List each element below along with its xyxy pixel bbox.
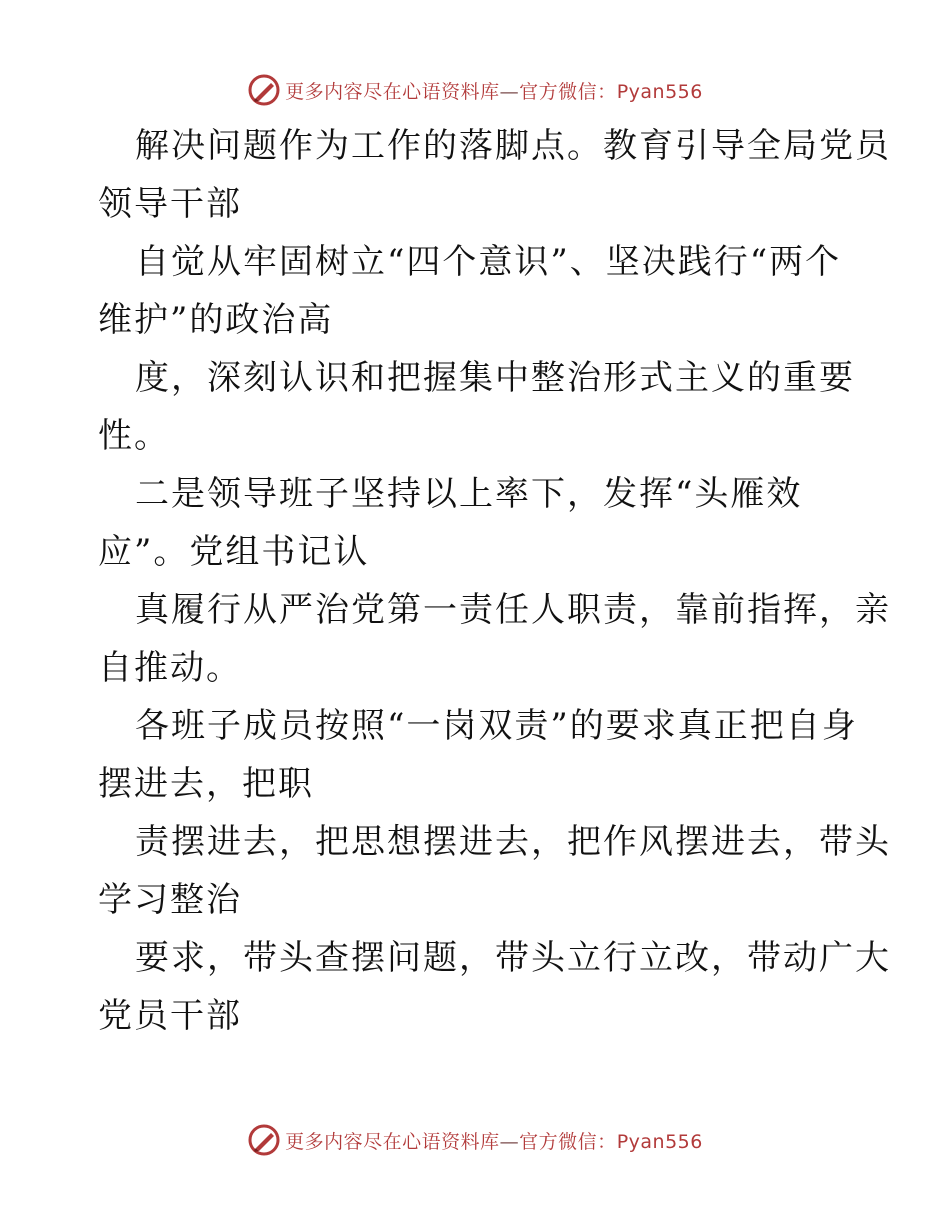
text-line: 二是领导班子坚持以上率下，发挥“头雁效 xyxy=(135,474,803,514)
watermark-wechat-handle: Pyan556 xyxy=(616,80,703,103)
watermark-wechat-label: 官方微信： xyxy=(519,1130,617,1153)
text-line: 摆进去，把职 xyxy=(98,764,314,804)
watermark-separator: — xyxy=(499,1130,520,1153)
watermark-wechat-label: 官方微信： xyxy=(519,80,617,103)
text-line: 责摆进去，把思想摆进去，把作风摆进去，带头 xyxy=(135,822,891,862)
text-line: 自推动。 xyxy=(98,648,242,688)
text-line: 要求，带头查摆问题，带头立行立改，带动广大 xyxy=(135,938,891,978)
watermark-site-text: 更多内容尽在心语资料库 xyxy=(285,80,500,103)
watermark-wechat-handle: Pyan556 xyxy=(616,1130,703,1153)
document-body xyxy=(98,117,891,1045)
watermark-separator: — xyxy=(499,80,520,103)
text-line: 解决问题作为工作的落脚点。教育引导全局党员 xyxy=(135,126,891,166)
text-line: 应”。党组书记认 xyxy=(98,532,370,572)
watermark-site-text: 更多内容尽在心语资料库 xyxy=(285,1130,500,1153)
text-line: 维护”的政治高 xyxy=(98,300,334,340)
text-line: 党员干部 xyxy=(98,996,242,1036)
text-line: 度，深刻认识和把握集中整治形式主义的重要 xyxy=(135,358,855,398)
text-line: 自觉从牢固树立“四个意识”、坚决践行“两个 xyxy=(135,242,842,282)
watermark-text xyxy=(285,77,703,104)
text-line: 学习整治 xyxy=(98,880,242,920)
pen-logo-icon xyxy=(247,73,281,107)
header-watermark xyxy=(0,70,950,110)
pen-logo-icon xyxy=(247,1123,281,1157)
watermark-text xyxy=(285,1127,703,1154)
footer-watermark xyxy=(0,1120,950,1160)
text-line: 各班子成员按照“一岗双责”的要求真正把自身 xyxy=(135,706,858,746)
text-line: 领导干部 xyxy=(98,184,242,224)
text-line: 性。 xyxy=(98,416,170,456)
text-line: 真履行从严治党第一责任人职责，靠前指挥，亲 xyxy=(135,590,891,630)
